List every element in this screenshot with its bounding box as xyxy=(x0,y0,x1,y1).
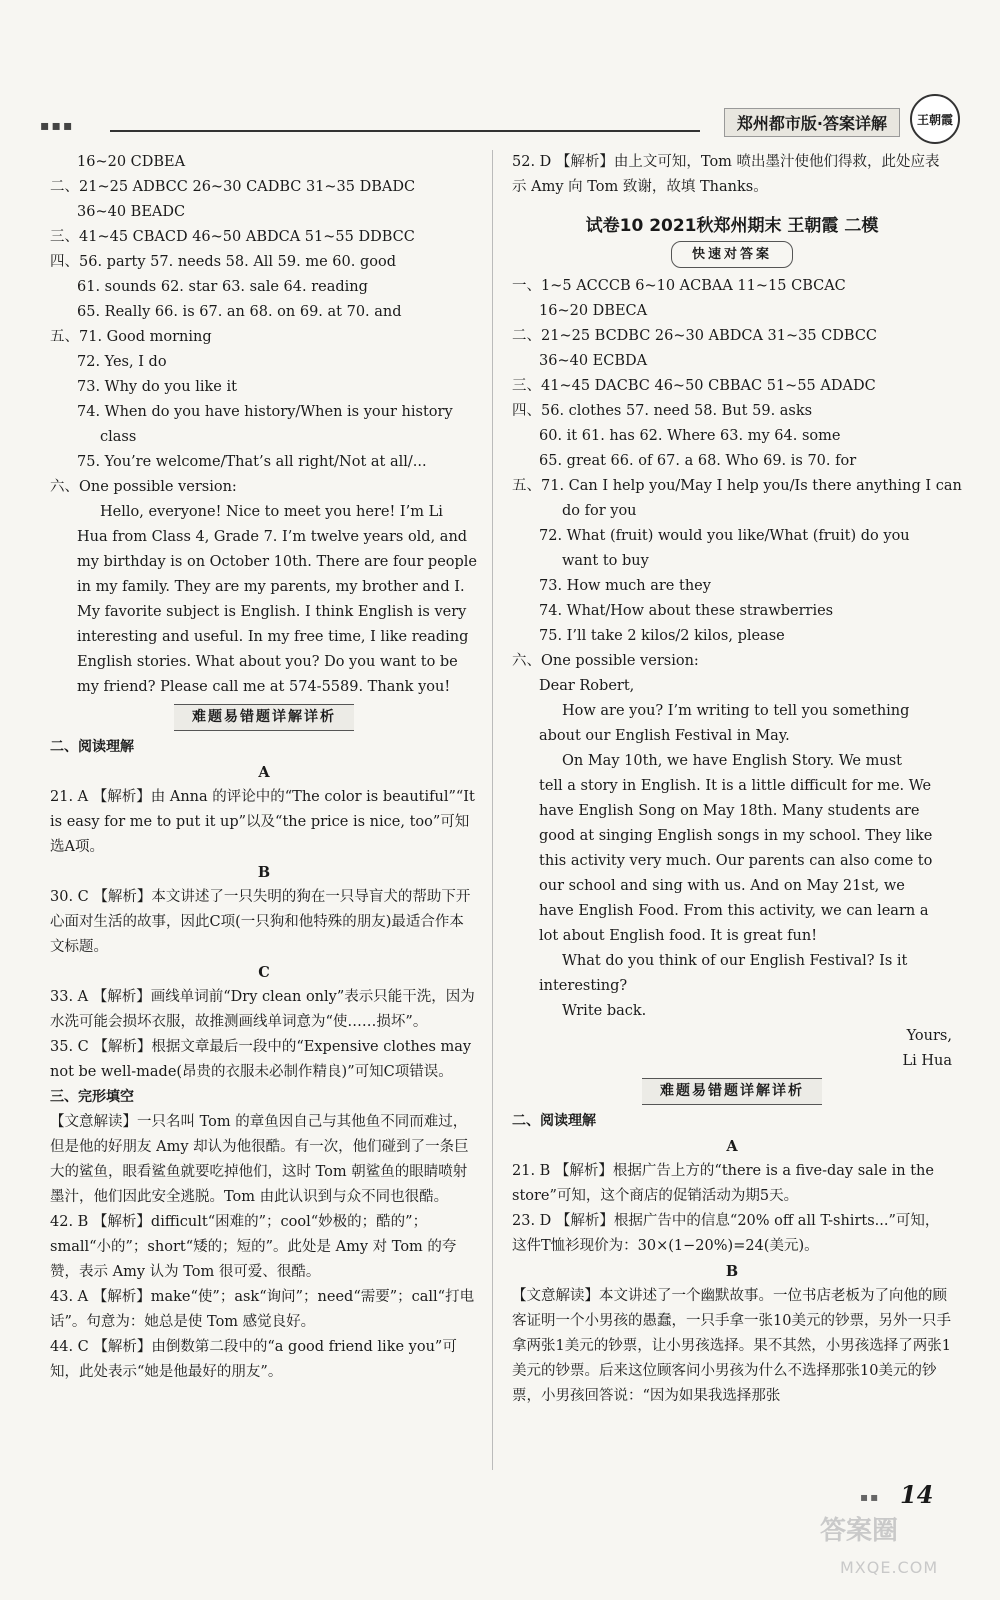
letter-signature: Li Hua xyxy=(902,1053,952,1069)
answer-row: 75. You’re welcome/That’s all right/Not at all/... xyxy=(77,454,427,470)
passage-summary: 【文意解读】一只名叫 Tom 的章鱼因自己与其他鱼不同而难过，但是他的好朋友 Amy 却认为他很酷。有一次，他们碰到了一条巨大的鲨鱼，眼看鲨鱼就要吃掉他们，这时 Tom 朝鲨鱼的眼睛喷射墨汁，他们因此安全逃脱。Tom 由此认识到与众不同也很酷。 xyxy=(50,1114,469,1205)
explanation: 35. C 【解析】根据文章最后一段中的“Expensive clothes may not be well-made(昂贵的衣服未必制作精良)”可知C项错误。 xyxy=(50,1039,472,1080)
answer-row: 五、71. Good morning xyxy=(50,329,212,345)
passage-label: C xyxy=(258,964,270,981)
answer-row: 75. I’ll take 2 kilos/2 kilos, please xyxy=(539,628,785,644)
page-number: 14 xyxy=(900,1480,934,1509)
section-heading: 三、完形填空 xyxy=(50,1089,134,1105)
answer-row: 74. What/How about these strawberries xyxy=(539,603,834,619)
quick-answers-banner: 快速对答案 xyxy=(512,241,952,268)
answer-row: 16~20 DBECA xyxy=(539,303,648,319)
answer-row: 73. Why do you like it xyxy=(77,379,237,395)
answer-row: 六、One possible version: xyxy=(512,653,699,669)
answer-row: 72. What (fruit) would you like/What (fruit) do you xyxy=(539,528,910,544)
essay-line: My favorite subject is English. I think English is very xyxy=(77,604,467,620)
answer-row: 65. great 66. of 67. a 68. Who 69. is 70. for xyxy=(539,453,857,469)
essay-line: Hello, everyone! Nice to meet you here! I’m Li xyxy=(100,504,443,520)
answer-row: 四、56. party 57. needs 58. All 59. me 60. good xyxy=(50,254,396,270)
answer-row: 二、21~25 ADBCC 26~30 CADBC 31~35 DBADC xyxy=(50,179,416,195)
header-label: 郑州都市版·答案详解 xyxy=(724,108,900,137)
page-header xyxy=(40,108,960,134)
answer-row: 六、One possible version: xyxy=(50,479,237,495)
essay-line: interesting and useful. In my free time, I like reading xyxy=(77,629,469,645)
letter-line: lot about English food. It is great fun! xyxy=(539,928,818,944)
answer-row: 61. sounds 62. star 63. sale 64. reading xyxy=(77,279,368,295)
explanation: 43. A 【解析】make“使”；ask“询问”；need“需要”；call“打电话”。句意为：她总是使 Tom 感觉良好。 xyxy=(50,1289,475,1330)
left-column xyxy=(50,150,478,1385)
explanation: 21. A 【解析】由 Anna 的评论中的“The color is beautiful”“It is easy for me to put it up”以及“the price is nice, too”可知选A项。 xyxy=(50,789,475,855)
brand-logo: 王朝霞 xyxy=(910,94,960,144)
exam-title: 试卷10 2021秋郑州期末 王朝霞 二模 xyxy=(585,216,879,236)
answer-row: 60. it 61. has 62. Where 63. my 64. some xyxy=(539,428,841,444)
header-dots: ▪▪▪ xyxy=(40,118,75,134)
letter-line: What do you think of our English Festival? Is it xyxy=(562,953,908,969)
section-banner: 难题易错题详解详析 xyxy=(512,1078,952,1105)
answer-row: 36~40 BEADC xyxy=(77,204,186,220)
essay-line: English stories. What about you? Do you want to be xyxy=(77,654,458,670)
watermark-logo: 答案圈 xyxy=(820,1516,899,1546)
answer-row: 73. How much are they xyxy=(539,578,711,594)
essay-line: Hua from Class 4, Grade 7. I’m twelve years old, and xyxy=(77,529,468,545)
essay-line: my friend? Please call me at 574-5589. Thank you! xyxy=(77,679,451,695)
letter-line: On May 10th, we have English Story. We must xyxy=(562,753,902,769)
column-divider xyxy=(492,150,493,1470)
answer-row: 三、41~45 CBACD 46~50 ABDCA 51~55 DDBCC xyxy=(50,229,415,245)
answer-row: 一、1~5 ACCCB 6~10 ACBAA 11~15 CBCAC xyxy=(512,278,846,294)
letter-line: tell a story in English. It is a little difficult for me. We xyxy=(539,778,932,794)
right-column xyxy=(512,150,962,1409)
passage-label: A xyxy=(726,1138,738,1155)
letter-closing: Yours, xyxy=(906,1028,952,1044)
answer-row: 二、21~25 BCDBC 26~30 ABDCA 31~35 CDBCC xyxy=(512,328,878,344)
section-banner: 难题易错题详解详析 xyxy=(50,704,478,731)
answer-row: 三、41~45 DACBC 46~50 CBBAC 51~55 ADADC xyxy=(512,378,876,394)
letter-salutation: Dear Robert, xyxy=(539,678,635,694)
explanation: 44. C 【解析】由倒数第二段中的“a good friend like you”可知，此处表示“她是他最好的朋友”。 xyxy=(50,1339,457,1380)
letter-line: have English Food. From this activity, we can learn a xyxy=(539,903,929,919)
answer-row: 五、71. Can I help you/May I help you/Is there anything I can xyxy=(512,478,962,494)
letter-line: interesting? xyxy=(539,978,628,994)
passage-label: B xyxy=(257,864,271,881)
explanation: 21. B 【解析】根据广告上方的“there is a five-day sale in the store”可知，这个商店的促销活动为期5天。 xyxy=(512,1163,934,1204)
passage-summary: 【文意解读】本文讲述了一个幽默故事。一位书店老板为了向他的顾客证明一个小男孩的愚蠢，一只手拿一张10美元的钞票，另外一只手拿两张1美元的钞票，让小男孩选择。果不其然，小男孩选择了两张1美元的钞票。后来这位顾客问小男孩为什么不选择那张10美元的钞票，小男孩回答说：“因为如果我选择那张 xyxy=(512,1288,951,1404)
explanation: 30. C 【解析】本文讲述了一只失明的狗在一只导盲犬的帮助下开心面对生活的故事，因此C项(一只狗和他特殊的朋友)最适合作本文标题。 xyxy=(50,889,471,955)
explanation: 33. A 【解析】画线单词前“Dry clean only”表示只能干洗，因为水洗可能会损坏衣服，故推测画线单词意为“使……损坏”。 xyxy=(50,989,475,1030)
letter-line: good at singing English songs in my school. They like xyxy=(539,828,933,844)
essay-line: my birthday is on October 10th. There are four people xyxy=(77,554,478,570)
letter-line: this activity very much. Our parents can also come to xyxy=(539,853,933,869)
passage-label: B xyxy=(725,1263,739,1280)
explanation: 23. D 【解析】根据广告中的信息“20% off all T-shirts...”可知，这件T恤衫现价为：30×(1−20%)=24(美元)。 xyxy=(512,1213,940,1254)
answer-row: class xyxy=(100,429,137,445)
explanation: 52. D 【解析】由上文可知，Tom 喷出墨汁使他们得救，此处应表示 Amy 向 Tom 致谢，故填 Thanks。 xyxy=(512,154,940,195)
letter-line: have English Song on May 18th. Many students are xyxy=(539,803,920,819)
passage-label: A xyxy=(258,764,270,781)
letter-line: How are you? I’m writing to tell you something xyxy=(562,703,910,719)
header-rule xyxy=(110,130,700,132)
letter-line: our school and sing with us. And on May 21st, we xyxy=(539,878,905,894)
letter-line: Write back. xyxy=(562,1003,647,1019)
answer-row: 16~20 CDBEA xyxy=(77,154,186,170)
answer-row: 72. Yes, I do xyxy=(77,354,167,370)
watermark-url: MXQE.COM xyxy=(840,1558,939,1577)
section-heading: 二、阅读理解 xyxy=(512,1113,596,1129)
answer-row: want to buy xyxy=(562,553,649,569)
answer-row: 65. Really 66. is 67. an 68. on 69. at 70. and xyxy=(77,304,402,320)
section-heading: 二、阅读理解 xyxy=(50,739,134,755)
letter-line: about our English Festival in May. xyxy=(539,728,790,744)
answer-row: do for you xyxy=(562,503,637,519)
explanation: 42. B 【解析】difficult“困难的”；cool“妙极的；酷的”；small“小的”；short“矮的；短的”。此处是 Amy 对 Tom 的夸赞，表示 Amy 认为 Tom 很可爱、很酷。 xyxy=(50,1214,457,1280)
answer-row: 74. When do you have history/When is your history xyxy=(77,404,453,420)
essay-line: in my family. They are my parents, my brother and I. xyxy=(77,579,465,595)
footer-dots: ▪▪ xyxy=(860,1490,881,1504)
answer-row: 36~40 ECBDA xyxy=(539,353,648,369)
answer-row: 四、56. clothes 57. need 58. But 59. asks xyxy=(512,403,813,419)
